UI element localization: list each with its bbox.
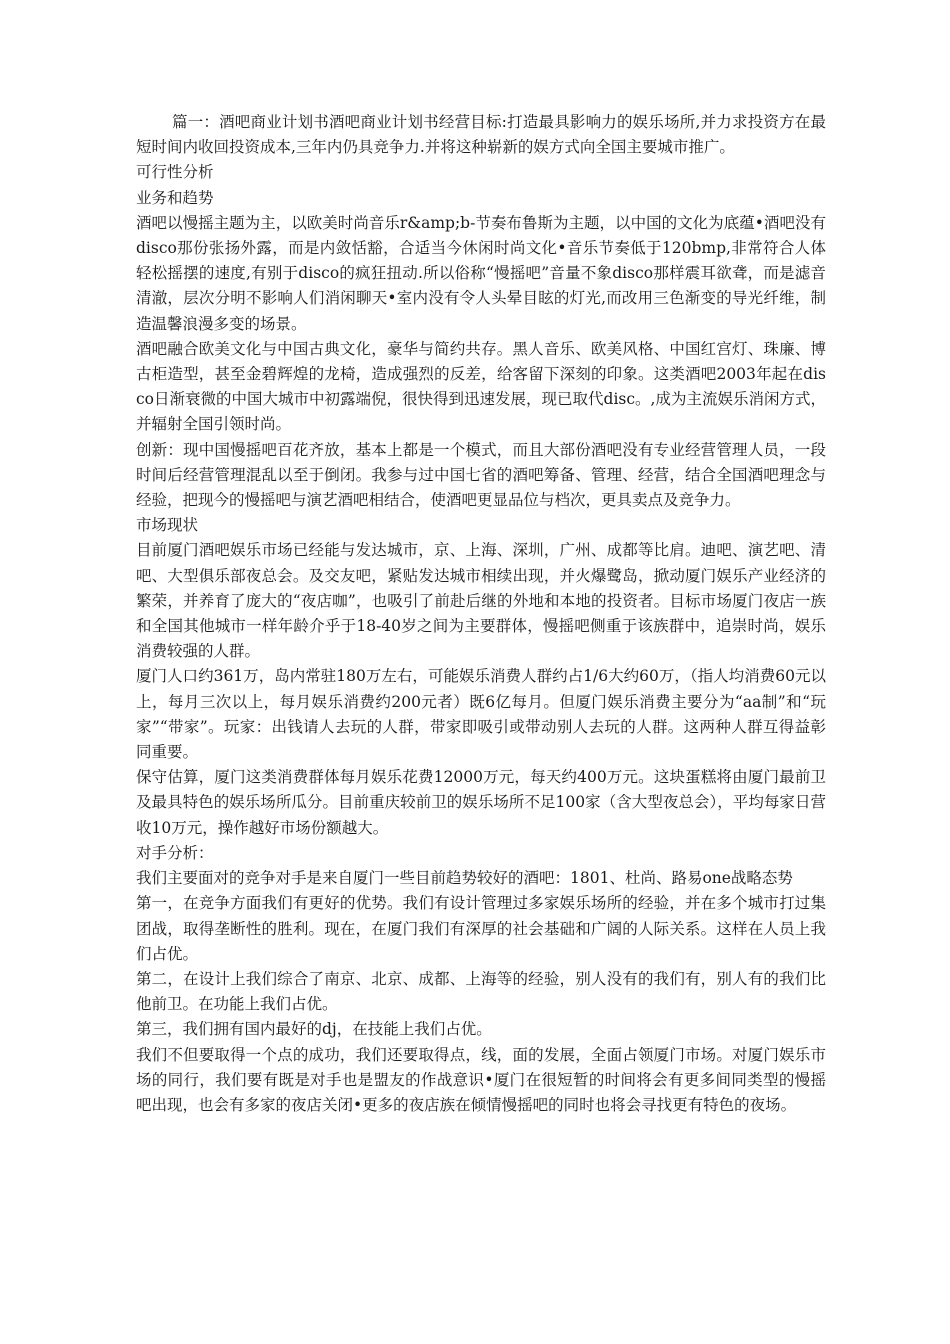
body-paragraph: 第二，在设计上我们综合了南京、北京、成都、上海等的经验，别人没有的我们有，别人有的我们比他前卫。在功能上我们占优。: [136, 969, 826, 1014]
section-heading-market-status: 市场现状: [136, 516, 199, 535]
document-page: [136, 110, 826, 1118]
body-paragraph: 保守估算，厦门这类消费群体每月娱乐花费12000万元，每天约400万元。这块蛋糕将由厦门最前卫及最具特色的娱乐场所瓜分。目前重庆较前卫的娱乐场所不足100家（含大型夜总会），平均每家日营收10万元，操作越好市场份额越大。: [136, 768, 826, 837]
body-paragraph: 第一，在竞争方面我们有更好的优势。我们有设计管理过多家娱乐场所的经验，并在多个城市打过集团战，取得垄断性的胜利。现在，在厦门我们有深厚的社会基础和广阔的人际关系。这样在人员上我们占优。: [136, 894, 826, 963]
section-heading-business-trends: 业务和趋势: [136, 188, 214, 207]
section-heading-feasibility: 可行性分析: [136, 163, 214, 182]
section-heading-competitor-analysis: 对手分析：: [136, 843, 214, 862]
body-paragraph: 我们主要面对的竞争对手是来自厦门一些目前趋势较好的酒吧：1801、杜尚、路易one战略态势: [136, 869, 793, 888]
intro-paragraph: 篇一：酒吧商业计划书酒吧商业计划书经营目标:打造最具影响力的娱乐场所,并力求投资方在最短时间内收回投资成本,三年内仍具竞争力.并将这种崭新的娱方式向全国主要城市推广。: [136, 113, 826, 157]
body-paragraph: 酒吧融合欧美文化与中国古典文化，豪华与简约共存。黑人音乐、欧美风格、中国红宫灯、珠廉、博古柜造型，甚至金碧辉煌的龙椅，造成强烈的反差，给客留下深刻的印象。这类酒吧2003年起在disco日渐衰微的中国大城市中初露端倪，很快得到迅速发展，现已取代disc。,成为主流娱乐消闲方式，并辐射全国引领时尚。: [136, 339, 826, 434]
body-paragraph: 厦门人口约361万，岛内常驻180万左右，可能娱乐消费人群约占1/6大约60万，（指人均消费60元以上，每月三次以上，每月娱乐消费约200元者）既6亿每月。但厦门娱乐消费主要分为“aa制”和“玩家”“带家”。玩家：出钱请人去玩的人群，带家即吸引或带动别人去玩的人群。这两种人群互得益彰同重要。: [136, 667, 826, 762]
body-paragraph: 目前厦门酒吧娱乐市场已经能与发达城市，京、上海、深圳，广州、成都等比肩。迪吧、演艺吧、清吧、大型俱乐部夜总会。及交友吧，紧贴发达城市相续出现，并火爆鹭岛，掀动厦门娱乐产业经济的繁荣，并养育了庞大的“夜店咖”，也吸引了前赴后继的外地和本地的投资者。目标市场厦门夜店一族和全国其他城市一样年龄介乎于18-40岁之间为主要群体，慢摇吧侧重于该族群中，追崇时尚，娱乐消费较强的人群。: [136, 541, 826, 661]
body-paragraph: 酒吧以慢摇主题为主，以欧美时尚音乐r&amp;b-节奏布鲁斯为主题，以中国的文化为底蕴•酒吧没有disco那份张扬外露，而是内敛恬豁，合适当今休闲时尚文化•音乐节奏低于120bmp,非常符合人体轻松摇摆的速度,有别于disco的疯狂扭动.所以俗称“慢摇吧”音量不象disco那样震耳欲聋，而是滤音清澈，层次分明不影响人们消闲聊天•室内没有令人头晕目眩的灯光,而改用三色渐变的导光纤维，制造温馨浪漫多变的场景。: [136, 213, 826, 333]
body-paragraph: 第三，我们拥有国内最好的dj，在技能上我们占优。: [136, 1020, 492, 1039]
body-paragraph: 我们不但要取得一个点的成功，我们还要取得点，线，面的发展，全面占领厦门市场。对厦门娱乐市场的同行，我们要有既是对手也是盟友的作战意识•厦门在很短暂的时间将会有更多间同类型的慢摇吧出现，也会有多家的夜店关闭•更多的夜店族在倾情慢摇吧的同时也将会寻找更有特色的夜场。: [136, 1045, 826, 1114]
body-paragraph: 创新：现中国慢摇吧百花齐放，基本上都是一个模式，而且大部份酒吧没有专业经营管理人员，一段时间后经营管理混乱以至于倒闭。我参与过中国七省的酒吧筹备、管理、经营，结合全国酒吧理念与经验，把现今的慢摇吧与演艺酒吧相结合，使酒吧更显品位与档次，更具卖点及竞争力。: [136, 440, 826, 510]
